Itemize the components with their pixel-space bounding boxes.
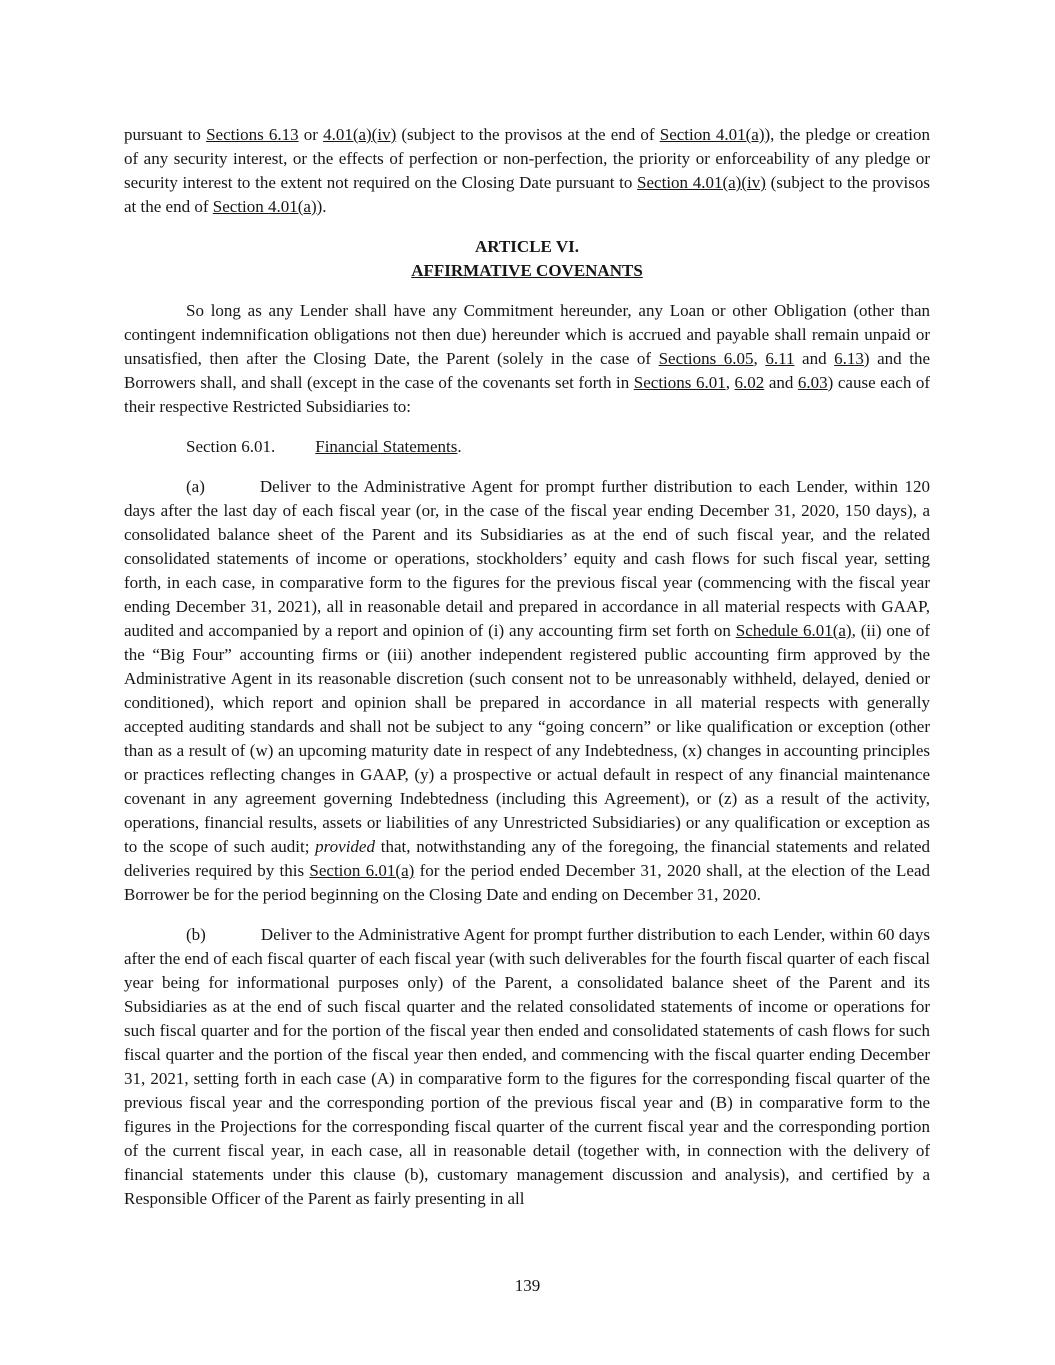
text-segment: 4.01(a)(iv) bbox=[323, 125, 397, 144]
tab-space bbox=[275, 451, 315, 452]
text-segment: 6.02 bbox=[734, 373, 765, 392]
section-heading-title: Financial Statements bbox=[315, 437, 458, 456]
tab-space bbox=[205, 491, 260, 492]
section-heading bbox=[124, 435, 930, 459]
clause-b-label: (b) bbox=[186, 925, 206, 944]
tab-space bbox=[206, 939, 261, 940]
clause-a-paragraph bbox=[124, 475, 930, 907]
text-segment: ) and the Borrowers shall, and shall (except in the case of the covenants set forth in bbox=[124, 349, 931, 392]
text-segment: and bbox=[794, 349, 835, 368]
text-segment: , bbox=[753, 349, 766, 368]
text-segment: and bbox=[764, 373, 798, 392]
text-segment: So long as any Lender shall have any Commitment hereunder, any Loan or other Obligation (other than contingent indemnification obligations not then due) hereunder which is accrued and payable shall remain unpaid or unsatisfied, then after the Closing Date, the Parent (solely in the case of bbox=[124, 301, 930, 368]
text-segment: ), the pledge or creation of any security interest, or the effects of perfection or non-perfection, the priority or enforceability of any pledge or security interest to the extent not required on the Closing Date pursuant to bbox=[124, 125, 931, 192]
text-segment: Sections 6.01 bbox=[633, 373, 726, 392]
section-heading-period: . bbox=[457, 437, 462, 456]
text-segment: (subject to the provisos at the end of bbox=[396, 125, 660, 144]
article-heading-line2: AFFIRMATIVE COVENANTS bbox=[411, 261, 643, 280]
document-text-block bbox=[124, 123, 930, 1227]
text-segment: (subject to the provisos at the end of bbox=[124, 173, 931, 216]
text-segment: ) cause each of their respective Restricted Subsidiaries to: bbox=[124, 373, 931, 416]
text-segment: Deliver to the Administrative Agent for prompt further distribution to each Lender, within 60 days after the end of each fiscal quarter of each fiscal year (with such deliverables for the fourth fiscal quarter of each fiscal year being for informational purposes only) of the Parent, a consolidated balance sheet of the Parent and its Subsidiaries as at the end of such fiscal quarter and the related consolidated statements of income or operations for such fiscal quarter and for the portion of the fiscal year then ended and consolidated statements of cash flows for such fiscal quarter and the portion of the fiscal year then ended, and commencing with the fiscal quarter ending December 31, 2021, setting forth in each case (A) in comparative form to the figures for the corresponding fiscal quarter of the previous fiscal year and the corresponding portion of the previous fiscal year and (B) in comparative form to the figures in the Projections for the corresponding fiscal quarter of the current fiscal year and the corresponding portion of the current fiscal year, in each case, all in reasonable detail (together with, in connection with the delivery of financial statements under this clause (b), customary management discussion and analysis), and certified by a Responsible Officer of the Parent as fairly presenting in all bbox=[124, 925, 930, 1208]
clause-b-paragraph bbox=[124, 923, 930, 1211]
text-segment: 6.13 bbox=[834, 349, 864, 368]
text-segment: Section 4.01(a)(iv) bbox=[637, 173, 766, 192]
intro-paragraph bbox=[124, 299, 930, 419]
clause-a-label: (a) bbox=[186, 477, 205, 496]
article-heading bbox=[124, 235, 930, 283]
text-segment: Sections 6.13 bbox=[206, 125, 299, 144]
text-segment: Section 6.01(a) bbox=[309, 861, 415, 880]
clause-b-text bbox=[124, 925, 930, 1208]
text-segment: 6.03 bbox=[797, 373, 828, 392]
text-segment: ). bbox=[316, 197, 327, 216]
text-segment: Sections 6.05 bbox=[658, 349, 754, 368]
text-segment: provided bbox=[315, 837, 375, 856]
text-segment: for the period ended December 31, 2020 shall, at the election of the Lead Borrower be for the period beginning on the Closing Date and ending on December 31, 2020. bbox=[124, 861, 931, 904]
text-segment: or bbox=[298, 125, 324, 144]
page-number: 139 bbox=[514, 1276, 541, 1295]
clause-a-text bbox=[124, 477, 930, 904]
text-segment: 6.11 bbox=[765, 349, 795, 368]
article-heading-line1: ARTICLE VI. bbox=[475, 237, 579, 256]
section-heading-label: Section 6.01. bbox=[186, 437, 276, 456]
text-segment: , bbox=[725, 373, 735, 392]
text-segment: Schedule 6.01(a) bbox=[735, 621, 852, 640]
text-segment: Section 4.01(a) bbox=[212, 197, 317, 216]
text-segment: Deliver to the Administrative Agent for prompt further distribution to each Lender, within 120 days after the last day of each fiscal year (or, in the case of the fiscal year ending December 31, 2020, 150 days), a consolidated balance sheet of the Parent and its Subsidiaries as at the end of such fiscal year, and the related consolidated statements of income or operations, stockholders’ equity and cash flows for such fiscal year, setting forth, in each case, in comparative form to the figures for the previous fiscal year (commencing with the fiscal year ending December 31, 2021), all in reasonable detail and prepared in accordance in all material respects with GAAP, audited and accompanied by a report and opinion of (i) any accounting firm set forth on bbox=[124, 477, 930, 640]
continuation-paragraph bbox=[124, 123, 930, 219]
text-segment: pursuant to bbox=[124, 125, 207, 144]
text-segment: that, notwithstanding any of the foregoing, the financial statements and related deliveries required by this bbox=[124, 837, 930, 880]
text-segment: , (ii) one of the “Big Four” accounting firms or (iii) another independent registered public accounting firm approved by the Administrative Agent in its reasonable discretion (such consent not to be unreasonably withheld, delayed, denied or conditioned), which report and opinion shall be prepared in accordance in all material respects with generally accepted auditing standards and shall not be subject to any “going concern” or like qualification or exception (other than as a result of (w) an upcoming maturity date in respect of any Indebtedness, (x) changes in accounting principles or practices reflecting changes in GAAP, (y) a prospective or actual default in respect of any financial maintenance covenant in any agreement governing Indebtedness (including this Agreement), or (z) as a result of the activity, operations, financial results, assets or liabilities of any Unrestricted Subsidiaries) or any qualification or exception as to the scope of such audit; bbox=[124, 621, 930, 856]
text-segment: Section 4.01(a) bbox=[659, 125, 765, 144]
